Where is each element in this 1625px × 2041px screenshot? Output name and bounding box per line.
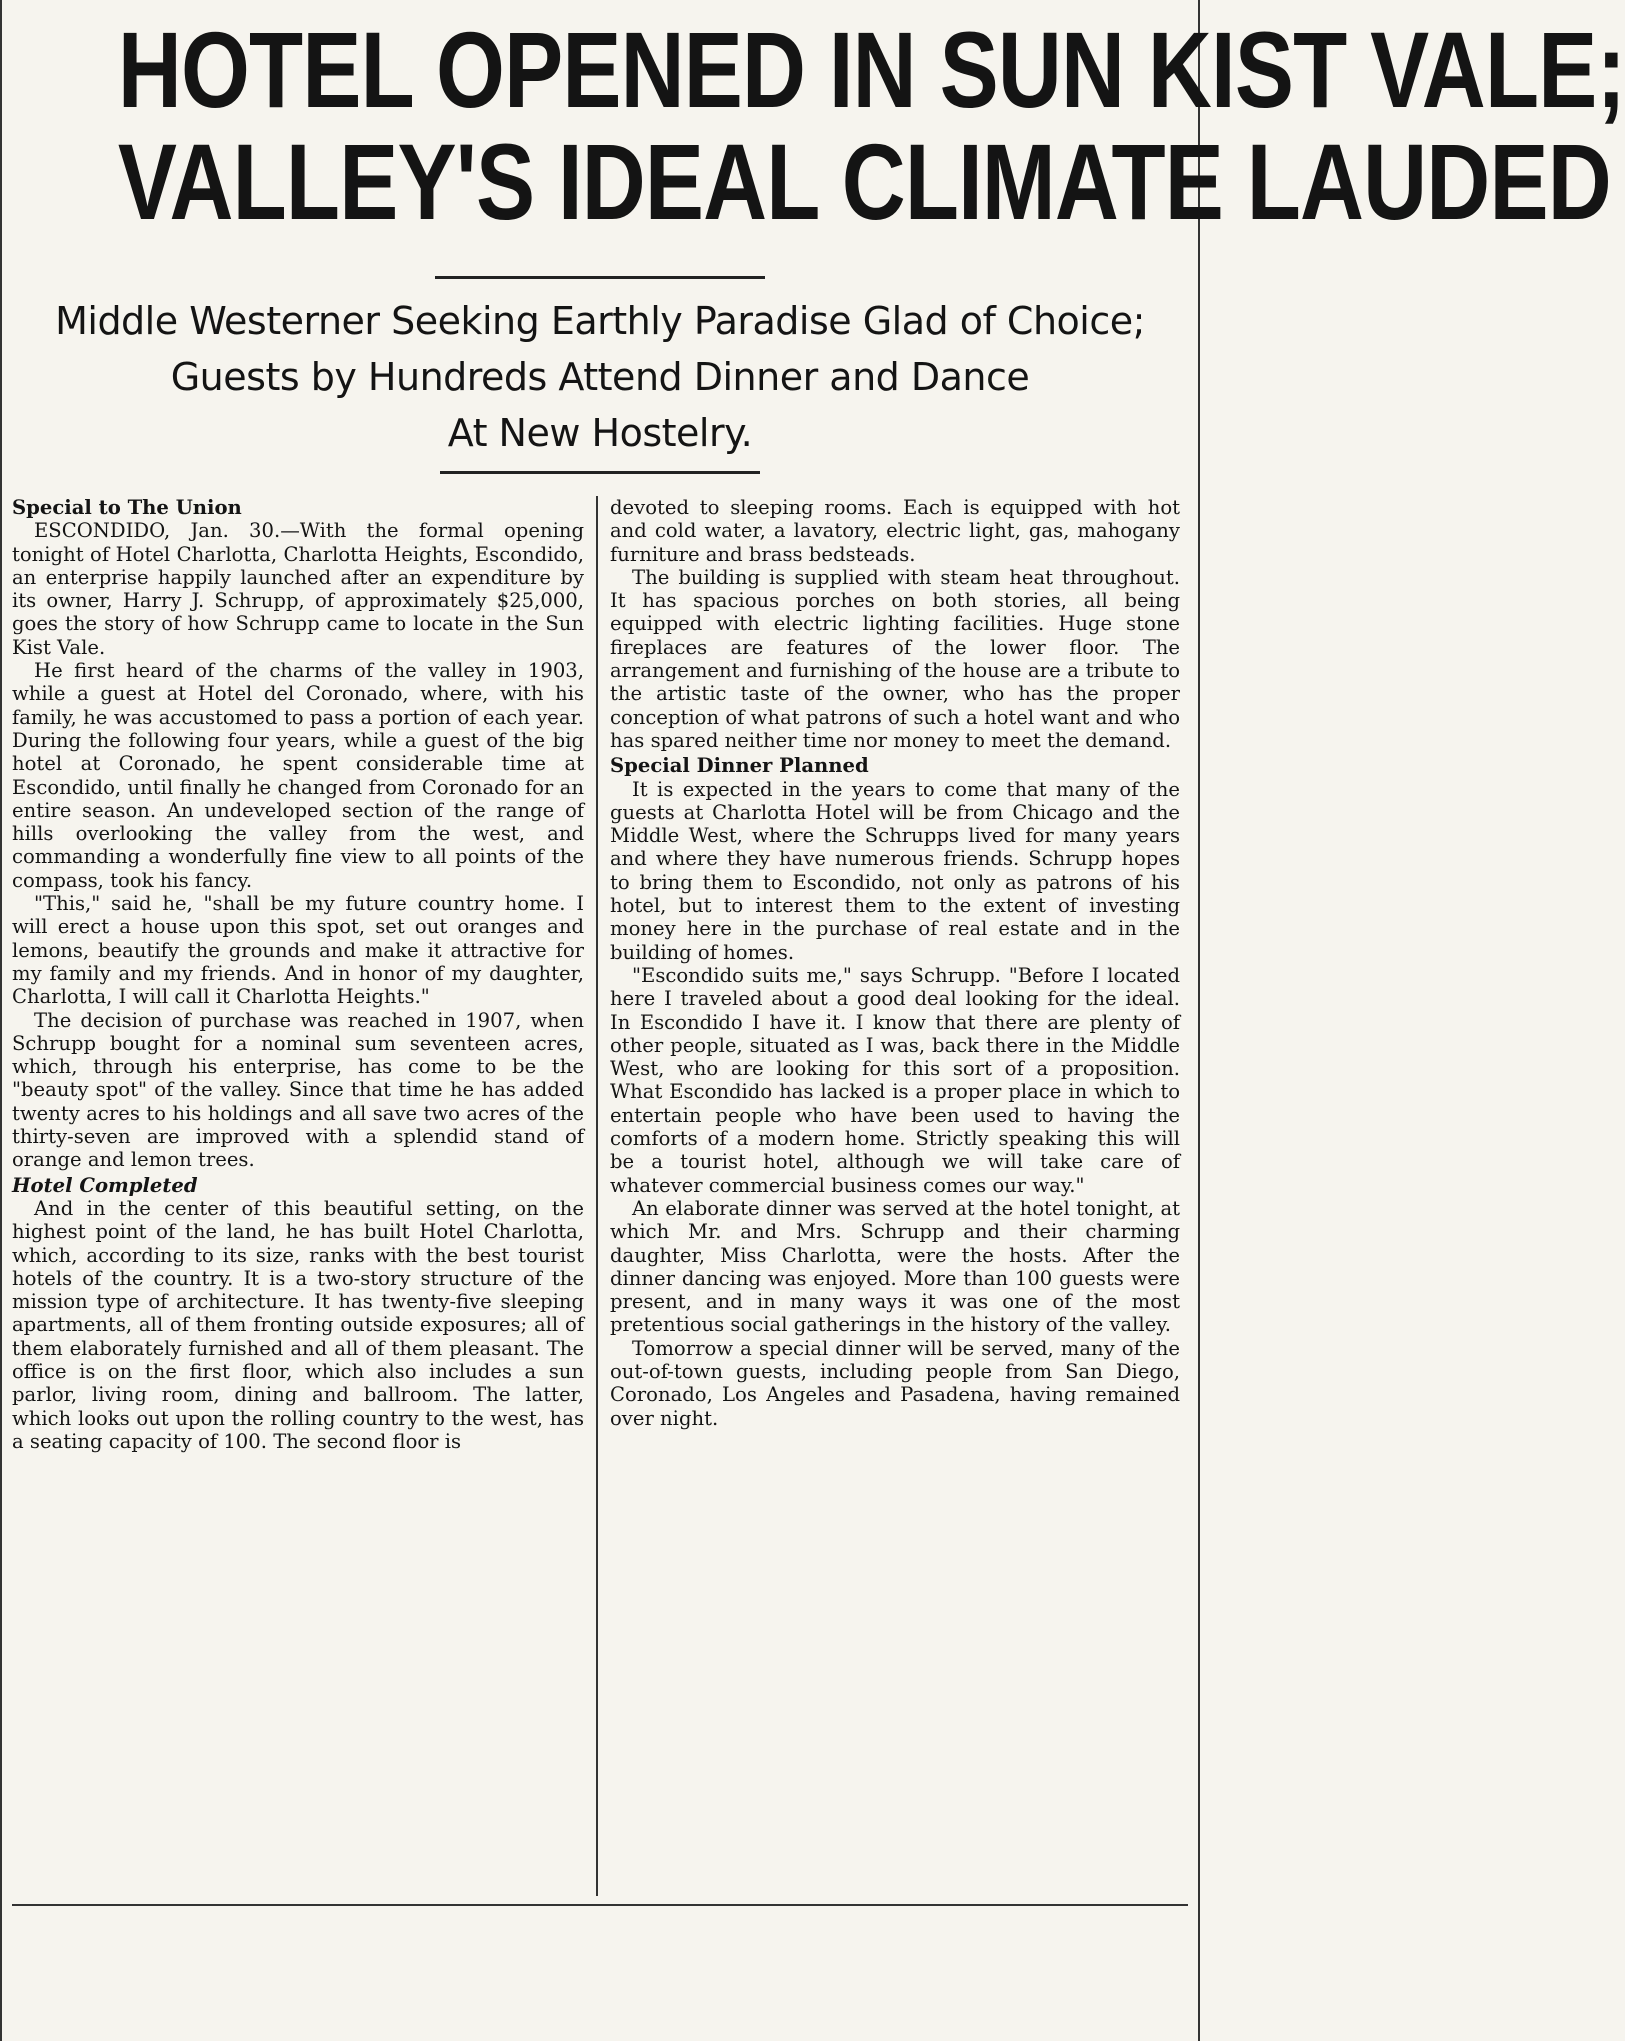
headline-rule: [435, 276, 765, 279]
headline-line-2: VALLEY'S IDEAL CLIMATE LAUDED: [117, 121, 1611, 242]
paragraph: It is expected in the years to come that many of the guests at Charlotta Hotel will be from Chicago and the Middle West, where the Schrupps lived for many years and where they have numerous friends. Schrupp hopes to bring them to Escondido, not only as patrons of his hotel, but to interest them to the extent of investing money here in the purchase of real estate and in the building of homes.: [610, 777, 1180, 964]
subhead-hotel-completed: Hotel Completed: [12, 1173, 198, 1197]
deck: [12, 293, 1188, 461]
paragraph: devoted to sleeping rooms. Each is equipped with hot and cold water, a lavatory, electric light, gas, mahogany furniture and brass bedsteads.: [610, 496, 1180, 566]
paragraph: ESCONDIDO, Jan. 30.—With the formal opening tonight of Hotel Charlotta, Charlotta Heights, Escondido, an enterprise happily launched after an expenditure by its owner, Harry J. Schrupp, of approximately $25,000, goes the story of how Schrupp came to locate in the Sun Kist Vale.: [12, 519, 584, 659]
paragraph: "Escondido suits me," says Schrupp. "Before I located here I traveled about a good deal looking for the ideal. In Escondido I have it. I know that there are plenty of other people, situated as I was, back there in the Middle West, who are looking for this sort of a proposition. What Escondido has lacked is a proper place in which to entertain people who have been used to having the comforts of a modern home. Strictly speaking this will be a tourist hotel, although we will take care of whatever commercial business comes our way.": [610, 963, 1180, 1197]
deck-line-1: Middle Westerner Seeking Earthly Paradise Glad of Choice;: [55, 299, 1145, 343]
paragraph: The building is supplied with steam heat throughout. It has spacious porches on both stories, all being equipped with electric lighting facilities. Huge stone fireplaces are features of the lower floor. The arrangement and furnishing of the house are a tribute to the artistic taste of the owner, who has the proper conception of what patrons of such a hotel want and who has spared neither time nor money to meet the demand.: [610, 565, 1180, 752]
paragraph: And in the center of this beautiful setting, on the highest point of the land, he has built Hotel Charlotta, which, according to its size, ranks with the best tourist hotels of the country. It is a two-story structure of the mission type of architecture. It has twenty-five sleeping apartments, all of them fronting outside exposures; all of them elaborately furnished and all of them pleasant. The office is on the first floor, which also includes a sun parlor, living room, dining and ballroom. The latter, which looks out upon the rolling country to the west, has a seating capacity of 100. The second floor is: [12, 1196, 584, 1453]
paragraph: Tomorrow a special dinner will be served, many of the out-of-town guests, including people from San Diego, Coronado, Los Angeles and Pasadena, having remained over night.: [610, 1336, 1180, 1430]
headline: [117, 9, 1625, 242]
column-left: [12, 496, 596, 1896]
paragraph: The decision of purchase was reached in 1907, when Schrupp bought for a nominal sum seventeen acres, which, through his enterprise, has come to be the "beauty spot" of the valley. Since that time he has added twenty acres to his holdings and all save two acres of the thirty-seven are improved with a splendid stand of orange and lemon trees.: [12, 1008, 584, 1172]
paragraph: An elaborate dinner was served at the hotel tonight, at which Mr. and Mrs. Schrupp and their charming daughter, Miss Charlotta, were the hosts. After the dinner dancing was enjoyed. More than 100 guests were present, and in many ways it was one of the most pretentious social gatherings in the history of the valley.: [610, 1196, 1180, 1337]
column-right: [596, 496, 1180, 1896]
article-body: [12, 496, 1188, 1896]
paragraph: "This," said he, "shall be my future country home. I will erect a house upon this spot, set out oranges and lemons, beautify the grounds and make it attractive for my family and my friends. And in honor of my daughter, Charlotta, I will call it Charlotta Heights.": [12, 892, 584, 1009]
paragraph: He first heard of the charms of the valley in 1903, while a guest at Hotel del Coronado, where, with his family, he was accustomed to pass a portion of each year. During the following four years, while a guest of the big hotel at Coronado, he spent considerable time at Escondido, until finally he changed from Coronado for an entire season. An undeveloped section of the range of hills overlooking the valley from the west, and commanding a wonderfully fine view to all points of the compass, took his fancy.: [12, 659, 584, 892]
subhead-special-dinner: Special Dinner Planned: [610, 754, 869, 778]
deck-line-2: Guests by Hundreds Attend Dinner and Dance: [170, 355, 1030, 399]
deck-rule: [440, 471, 760, 474]
deck-line-3: At New Hostelry.: [447, 411, 753, 455]
credit-line: Special to The Union: [12, 496, 242, 519]
bottom-rule: [12, 1904, 1188, 1906]
headline-line-1: HOTEL OPENED IN SUN KIST VALE;: [117, 9, 1625, 130]
